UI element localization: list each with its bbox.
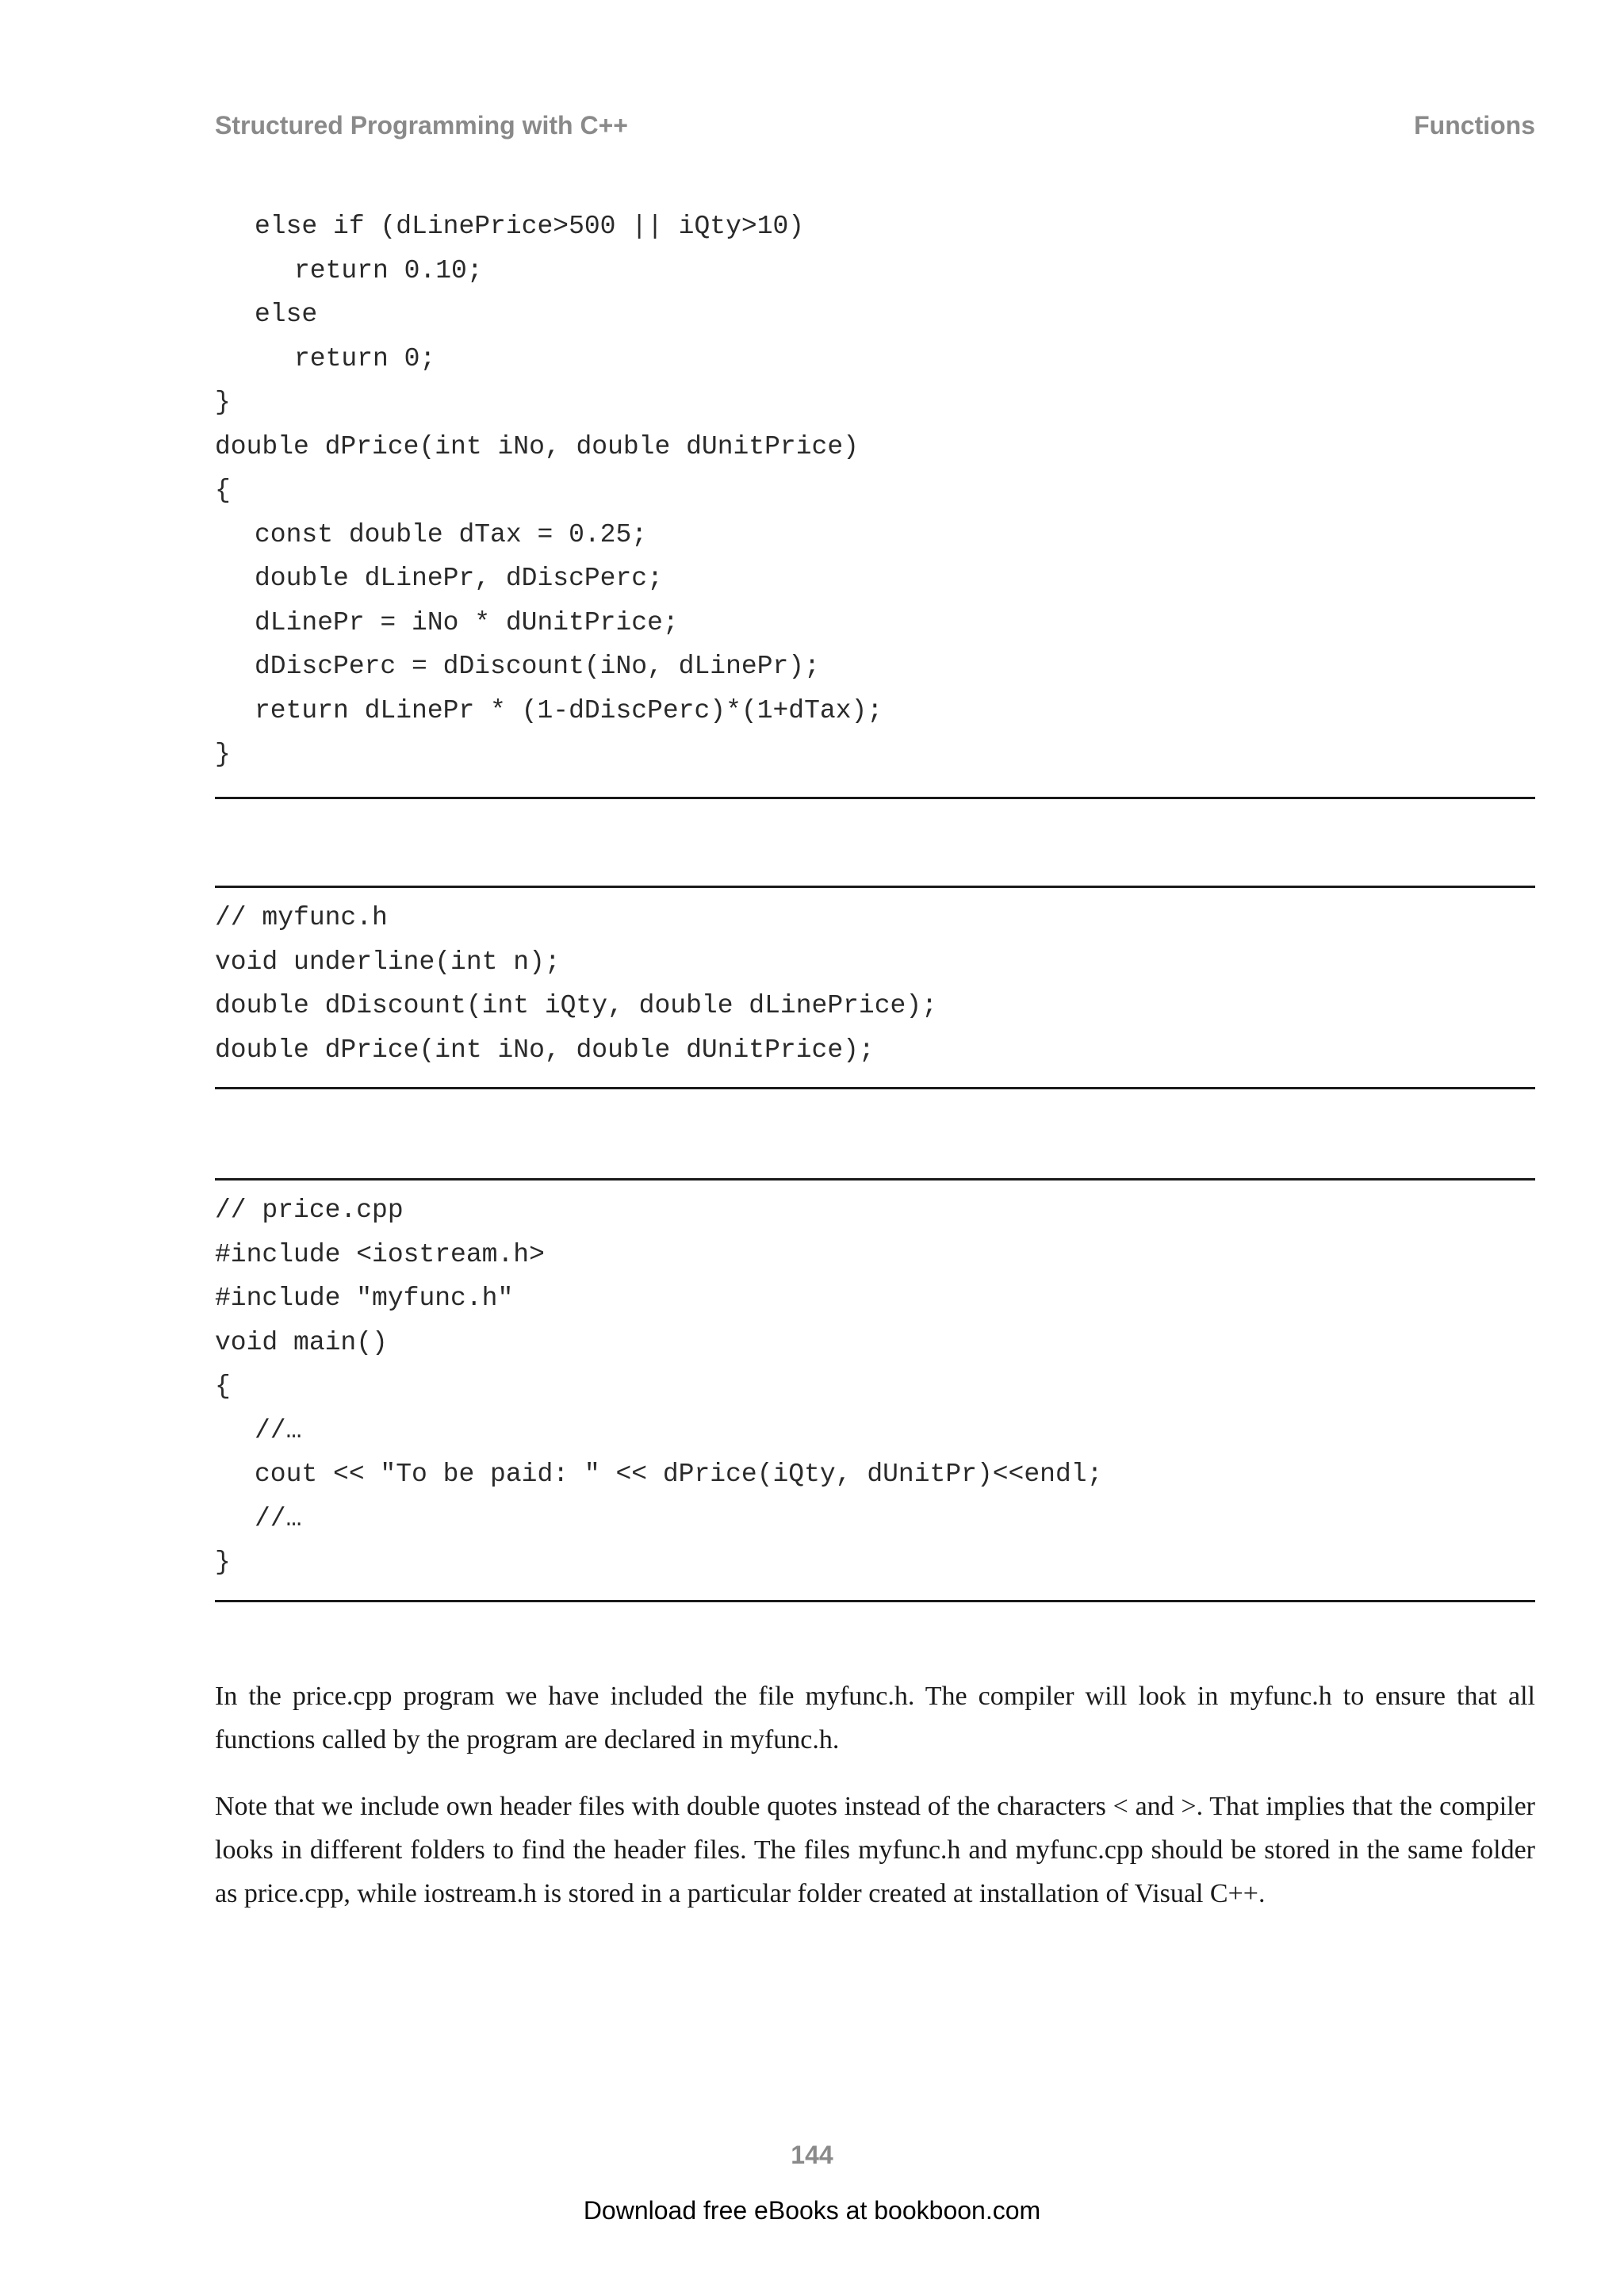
- code-line: {: [215, 1372, 231, 1401]
- code-line: double dLinePr, dDiscPerc;: [255, 564, 663, 593]
- code-line: //…: [255, 1415, 302, 1445]
- code-line: const double dTax = 0.25;: [255, 519, 648, 549]
- running-header: [215, 111, 1535, 151]
- code-line: #include <iostream.h>: [215, 1239, 545, 1269]
- book-title: Structured Programming with C++: [215, 111, 628, 140]
- code-line: void underline(int n);: [215, 947, 561, 977]
- code-line: double dDiscount(int iQty, double dLinePrice);: [215, 991, 937, 1020]
- code-line: else if (dLinePrice>500 || iQty>10): [255, 212, 805, 241]
- page-number: 144: [791, 2141, 833, 2169]
- code-line: #include "myfunc.h": [215, 1284, 514, 1313]
- code-line: return 0.10;: [294, 255, 483, 285]
- code-line: }: [215, 740, 231, 769]
- code-line: return dLinePr * (1-dDiscPerc)*(1+dTax);: [255, 695, 883, 725]
- code-line: double dPrice(int iNo, double dUnitPrice);: [215, 1035, 875, 1065]
- code-line: dLinePr = iNo * dUnitPrice;: [255, 607, 679, 637]
- code-line: double dPrice(int iNo, double dUnitPrice): [215, 431, 859, 461]
- code-block-dprice: [215, 205, 1535, 799]
- code-line: {: [215, 476, 231, 505]
- code-line: cout << "To be paid: " << dPrice(iQty, dUnitPr)<<endl;: [255, 1460, 1103, 1489]
- code-block-price-cpp: [215, 1178, 1535, 1602]
- code-line: }: [215, 388, 231, 417]
- footer-link[interactable]: Download free eBooks at bookboon.com: [583, 2196, 1041, 2225]
- body-paragraph-1: In the price.cpp program we have included the file myfunc.h. The compiler will look in myfunc.h to ensure that all functions called by the program are declared in myfunc.h.: [215, 1682, 1535, 1755]
- code-line: // price.cpp: [215, 1196, 404, 1225]
- code-line: void main(): [215, 1327, 388, 1357]
- code-block-myfunc-h: [215, 886, 1535, 1089]
- code-line: return 0;: [294, 343, 436, 373]
- code-line: // myfunc.h: [215, 903, 388, 932]
- code-line: else: [255, 300, 318, 329]
- body-paragraph-2: Note that we include own header files with double quotes instead of the characters < and >. That implies that the compiler looks in different folders to find the header files. The files myfunc.h and myfunc.cpp should be stored in the same folder as price.cpp, while iostream.h is stored in a particular folder created at installation of Visual C++.: [215, 1792, 1535, 1908]
- code-line: }: [215, 1548, 231, 1577]
- code-line: dDiscPerc = dDiscount(iNo, dLinePr);: [255, 652, 820, 681]
- chapter-title: Functions: [1414, 111, 1535, 140]
- code-line: //…: [255, 1503, 302, 1533]
